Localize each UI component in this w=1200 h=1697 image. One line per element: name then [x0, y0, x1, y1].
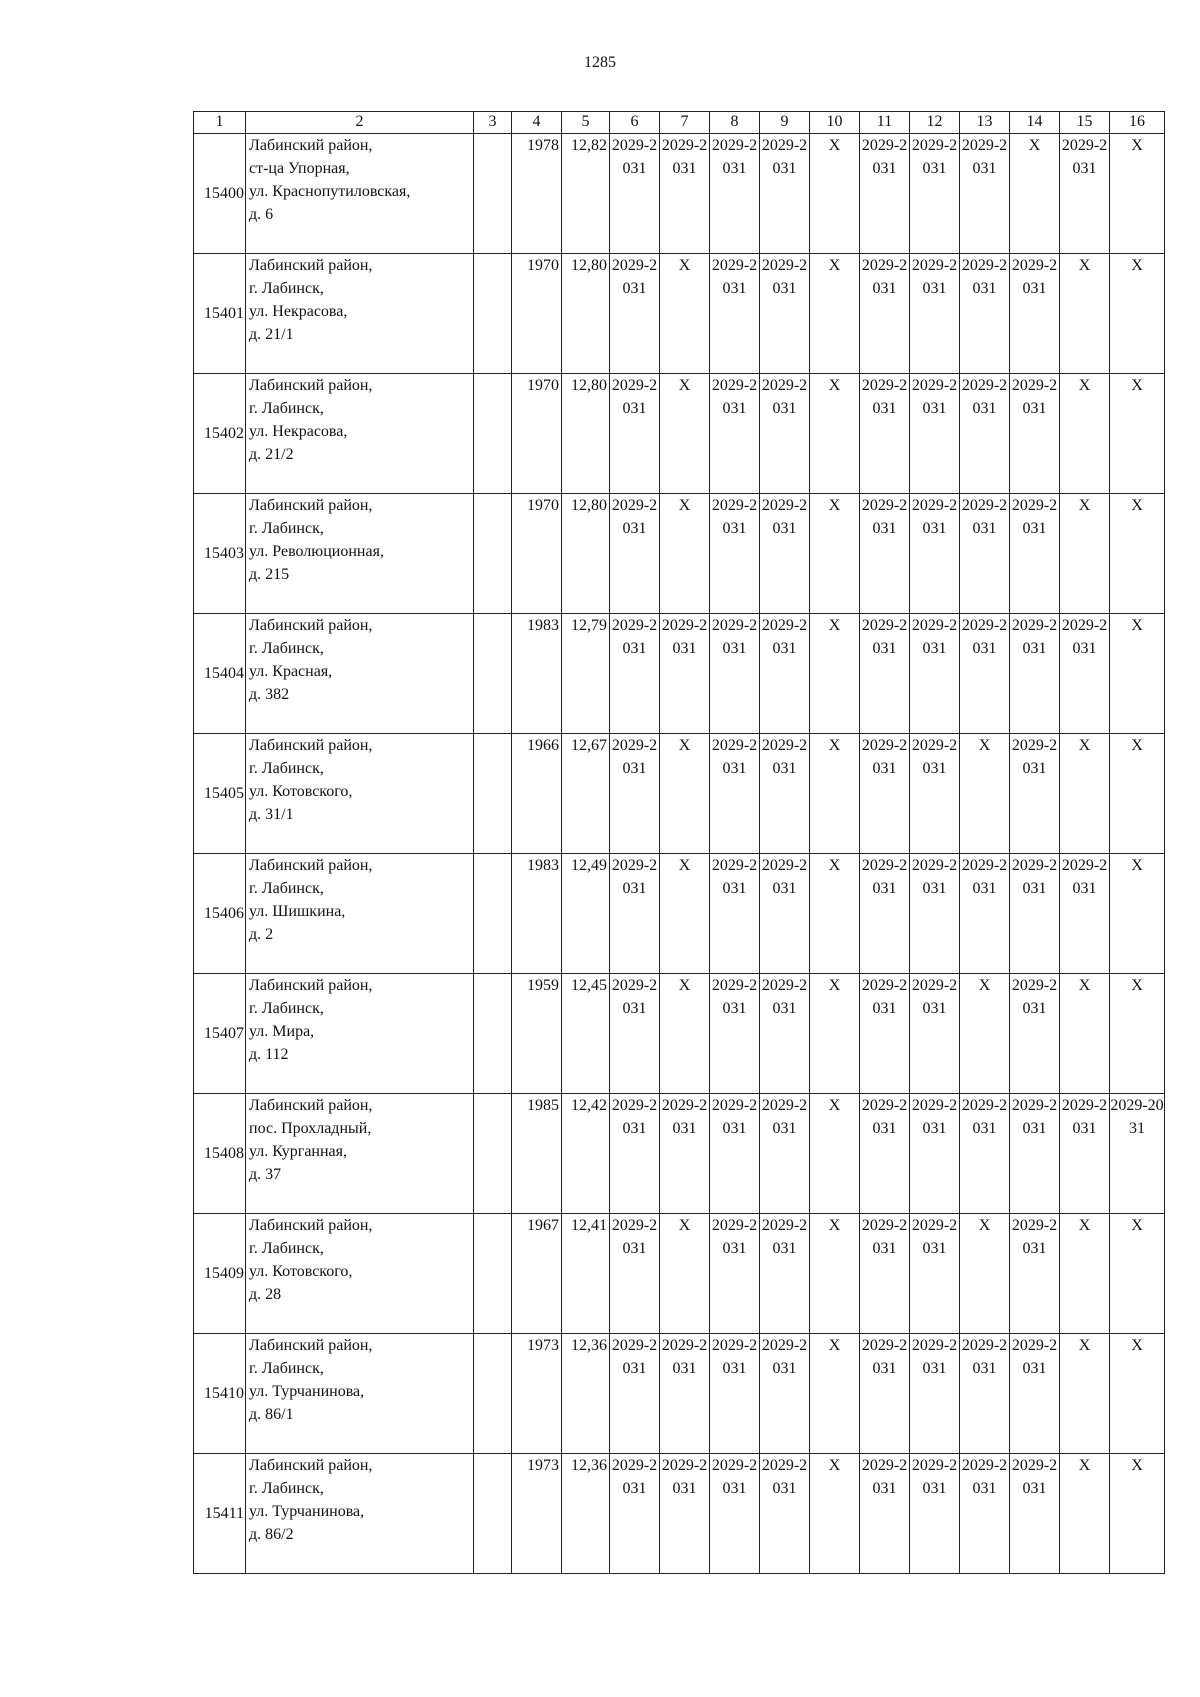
value-cell: 12,49 — [562, 854, 610, 974]
period-cell: 2029-2031 — [610, 1454, 660, 1574]
period-cell: 2029-2031 — [610, 134, 660, 254]
address-line: д. 21/2 — [249, 446, 294, 463]
year-cell: 1959 — [512, 974, 562, 1094]
period-cell: 2029-2031 — [860, 374, 910, 494]
year-cell: 1973 — [512, 1334, 562, 1454]
value-cell: 12,80 — [562, 254, 610, 374]
period-cell: 2029-2031 — [1060, 1094, 1110, 1214]
period-cell: 2029-2031 — [1010, 1334, 1060, 1454]
address-line: д. 28 — [249, 1286, 282, 1303]
header-row — [194, 112, 1165, 134]
column-header-16: 16 — [1110, 112, 1165, 134]
address-line: д. 21/1 — [249, 326, 294, 343]
period-cell: 2029-2031 — [860, 854, 910, 974]
table-row — [194, 614, 1165, 734]
period-cell: 2029-2031 — [710, 1214, 760, 1334]
value-cell: 12,80 — [562, 494, 610, 614]
address-line: д. 86/1 — [249, 1406, 294, 1423]
address-line: Лабинский район, — [249, 1337, 373, 1354]
address-line: г. Лабинск, — [249, 1240, 324, 1257]
table-row — [194, 134, 1165, 254]
period-cell: X — [1060, 1214, 1110, 1334]
period-cell: X — [810, 974, 860, 1094]
address-cell — [246, 254, 474, 374]
period-cell: X — [660, 254, 710, 374]
year-cell: 1966 — [512, 734, 562, 854]
period-cell: 2029-2031 — [760, 254, 810, 374]
period-cell: X — [1110, 974, 1165, 1094]
period-cell: X — [1110, 374, 1165, 494]
period-cell: 2029-2031 — [710, 854, 760, 974]
period-cell: 2029-2031 — [910, 374, 960, 494]
period-cell: 2029-2031 — [1010, 1094, 1060, 1214]
period-cell: 2029-2031 — [610, 1094, 660, 1214]
address-cell — [246, 1094, 474, 1214]
address-line: д. 86/2 — [249, 1526, 294, 1543]
period-cell: 2029-2031 — [960, 854, 1010, 974]
row-number-cell: 15404 — [194, 614, 246, 734]
period-cell: 2029-2031 — [660, 1454, 710, 1574]
period-cell: 2029-2031 — [660, 134, 710, 254]
year-cell: 1970 — [512, 494, 562, 614]
period-cell: 2029-2031 — [760, 1094, 810, 1214]
value-cell: 12,79 — [562, 614, 610, 734]
period-cell: 2029-2031 — [910, 1334, 960, 1454]
year-cell: 1978 — [512, 134, 562, 254]
value-cell: 12,67 — [562, 734, 610, 854]
column-header-7: 7 — [660, 112, 710, 134]
address-line: Лабинский район, — [249, 737, 373, 754]
year-cell: 1967 — [512, 1214, 562, 1334]
period-cell: 2029-2031 — [710, 134, 760, 254]
period-cell: 2029-2031 — [860, 254, 910, 374]
period-cell: X — [960, 734, 1010, 854]
period-cell: 2029-2031 — [1010, 1454, 1060, 1574]
period-cell: X — [1060, 374, 1110, 494]
period-cell: 2029-2031 — [1110, 1094, 1165, 1214]
period-cell: X — [960, 1214, 1010, 1334]
address-line: ул. Турчанинова, — [249, 1383, 365, 1400]
period-cell: 2029-2031 — [1010, 854, 1060, 974]
address-line: ул. Некрасова, — [249, 423, 348, 440]
address-line: д. 6 — [249, 206, 274, 223]
address-line: г. Лабинск, — [249, 1000, 324, 1017]
address-line: г. Лабинск, — [249, 520, 324, 537]
column-header-2: 2 — [246, 112, 474, 134]
column-3-cell — [474, 254, 512, 374]
period-cell: 2029-2031 — [860, 1094, 910, 1214]
address-line: Лабинский район, — [249, 257, 373, 274]
column-3-cell — [474, 1454, 512, 1574]
period-cell: 2029-2031 — [860, 734, 910, 854]
table-row — [194, 1214, 1165, 1334]
column-header-5: 5 — [562, 112, 610, 134]
table-row — [194, 1454, 1165, 1574]
period-cell: 2029-2031 — [610, 494, 660, 614]
period-cell: 2029-2031 — [910, 1214, 960, 1334]
period-cell: 2029-2031 — [1060, 854, 1110, 974]
column-header-13: 13 — [960, 112, 1010, 134]
address-line: Лабинский район, — [249, 1097, 373, 1114]
document-table — [193, 111, 1165, 1574]
period-cell: 2029-2031 — [910, 854, 960, 974]
period-cell: X — [1060, 1334, 1110, 1454]
period-cell: X — [1060, 254, 1110, 374]
address-line: Лабинский район, — [249, 857, 373, 874]
period-cell: 2029-2031 — [710, 374, 760, 494]
period-cell: 2029-2031 — [910, 1454, 960, 1574]
address-line: Лабинский район, — [249, 137, 373, 154]
address-line: г. Лабинск, — [249, 1480, 324, 1497]
address-line: ул. Котовского, — [249, 1263, 353, 1280]
period-cell: X — [1110, 494, 1165, 614]
period-cell: X — [1110, 254, 1165, 374]
period-cell: X — [1060, 974, 1110, 1094]
period-cell: 2029-2031 — [860, 1334, 910, 1454]
period-cell: 2029-2031 — [910, 254, 960, 374]
period-cell: 2029-2031 — [760, 1334, 810, 1454]
period-cell: X — [660, 374, 710, 494]
period-cell: X — [1060, 494, 1110, 614]
period-cell: 2029-2031 — [960, 374, 1010, 494]
row-number-cell: 15403 — [194, 494, 246, 614]
period-cell: 2029-2031 — [1060, 614, 1110, 734]
period-cell: 2029-2031 — [760, 974, 810, 1094]
column-3-cell — [474, 854, 512, 974]
value-cell: 12,36 — [562, 1334, 610, 1454]
period-cell: 2029-2031 — [610, 614, 660, 734]
period-cell: 2029-2031 — [960, 254, 1010, 374]
period-cell: X — [1010, 134, 1060, 254]
address-line: ул. Котовского, — [249, 783, 353, 800]
period-cell: 2029-2031 — [710, 734, 760, 854]
row-number-cell: 15407 — [194, 974, 246, 1094]
column-3-cell — [474, 494, 512, 614]
period-cell: 2029-2031 — [660, 1094, 710, 1214]
period-cell: 2029-2031 — [910, 134, 960, 254]
address-line: г. Лабинск, — [249, 760, 324, 777]
address-cell — [246, 854, 474, 974]
period-cell: 2029-2031 — [610, 1334, 660, 1454]
period-cell: X — [810, 1214, 860, 1334]
address-line: ул. Мира, — [249, 1023, 315, 1040]
address-line: г. Лабинск, — [249, 280, 324, 297]
column-header-4: 4 — [512, 112, 562, 134]
year-cell: 1983 — [512, 614, 562, 734]
address-line: ул. Шишкина, — [249, 903, 346, 920]
column-header-1: 1 — [194, 112, 246, 134]
period-cell: 2029-2031 — [1010, 254, 1060, 374]
period-cell: 2029-2031 — [910, 494, 960, 614]
period-cell: 2029-2031 — [610, 254, 660, 374]
table-row — [194, 1094, 1165, 1214]
period-cell: X — [810, 854, 860, 974]
period-cell: 2029-2031 — [1010, 494, 1060, 614]
period-cell: 2029-2031 — [710, 1094, 760, 1214]
period-cell: 2029-2031 — [610, 974, 660, 1094]
address-line: д. 382 — [249, 686, 290, 703]
address-line: г. Лабинск, — [249, 1360, 324, 1377]
period-cell: 2029-2031 — [860, 1214, 910, 1334]
period-cell: 2029-2031 — [610, 734, 660, 854]
period-cell: 2029-2031 — [660, 614, 710, 734]
period-cell: 2029-2031 — [760, 1214, 810, 1334]
period-cell: 2029-2031 — [1010, 614, 1060, 734]
address-line: Лабинский район, — [249, 377, 373, 394]
period-cell: 2029-2031 — [1010, 1214, 1060, 1334]
table-header — [194, 112, 1165, 134]
period-cell: 2029-2031 — [960, 1334, 1010, 1454]
address-cell — [246, 1214, 474, 1334]
period-cell: 2029-2031 — [660, 1334, 710, 1454]
address-line: д. 2 — [249, 926, 274, 943]
period-cell: 2029-2031 — [960, 494, 1010, 614]
column-3-cell — [474, 134, 512, 254]
period-cell: 2029-2031 — [1010, 734, 1060, 854]
address-cell — [246, 134, 474, 254]
period-cell: 2029-2031 — [760, 614, 810, 734]
period-cell: 2029-2031 — [860, 1454, 910, 1574]
address-line: д. 112 — [249, 1046, 289, 1063]
column-3-cell — [474, 1334, 512, 1454]
address-cell — [246, 974, 474, 1094]
period-cell: 2029-2031 — [910, 614, 960, 734]
period-cell: 2029-2031 — [760, 734, 810, 854]
period-cell: 2029-2031 — [710, 1334, 760, 1454]
period-cell: X — [660, 734, 710, 854]
column-header-8: 8 — [710, 112, 760, 134]
address-line: Лабинский район, — [249, 977, 373, 994]
address-line: ул. Турчанинова, — [249, 1503, 365, 1520]
column-header-11: 11 — [860, 112, 910, 134]
period-cell: 2029-2031 — [610, 1214, 660, 1334]
period-cell: X — [660, 1214, 710, 1334]
column-header-6: 6 — [610, 112, 660, 134]
address-line: ст-ца Упорная, — [249, 160, 350, 177]
period-cell: X — [1060, 734, 1110, 854]
row-number-cell: 15406 — [194, 854, 246, 974]
table-row — [194, 734, 1165, 854]
period-cell: 2029-2031 — [1010, 974, 1060, 1094]
row-number-cell: 15409 — [194, 1214, 246, 1334]
period-cell: 2029-2031 — [610, 374, 660, 494]
period-cell: 2029-2031 — [1010, 374, 1060, 494]
period-cell: X — [660, 854, 710, 974]
address-line: ул. Некрасова, — [249, 303, 348, 320]
column-3-cell — [474, 1214, 512, 1334]
period-cell: 2029-2031 — [1060, 134, 1110, 254]
row-number-cell: 15400 — [194, 134, 246, 254]
period-cell: 2029-2031 — [910, 1094, 960, 1214]
table-body — [194, 134, 1165, 1574]
period-cell: 2029-2031 — [910, 974, 960, 1094]
period-cell: 2029-2031 — [610, 854, 660, 974]
period-cell: 2029-2031 — [910, 734, 960, 854]
address-cell — [246, 1454, 474, 1574]
address-line: г. Лабинск, — [249, 400, 324, 417]
row-number-cell: 15402 — [194, 374, 246, 494]
period-cell: 2029-2031 — [760, 134, 810, 254]
table-row — [194, 374, 1165, 494]
period-cell: 2029-2031 — [760, 374, 810, 494]
value-cell: 12,41 — [562, 1214, 610, 1334]
value-cell: 12,80 — [562, 374, 610, 494]
row-number-cell: 15411 — [194, 1454, 246, 1574]
address-line: ул. Краснопутиловская, — [249, 183, 411, 200]
period-cell: 2029-2031 — [860, 494, 910, 614]
column-header-12: 12 — [910, 112, 960, 134]
address-line: г. Лабинск, — [249, 640, 324, 657]
address-line: ул. Революционная, — [249, 543, 384, 560]
period-cell: X — [810, 494, 860, 614]
period-cell: 2029-2031 — [760, 494, 810, 614]
period-cell: 2029-2031 — [710, 1454, 760, 1574]
period-cell: X — [810, 254, 860, 374]
column-header-3: 3 — [474, 112, 512, 134]
column-3-cell — [474, 614, 512, 734]
address-cell — [246, 734, 474, 854]
address-cell — [246, 494, 474, 614]
address-cell — [246, 374, 474, 494]
year-cell: 1970 — [512, 374, 562, 494]
column-header-15: 15 — [1060, 112, 1110, 134]
address-line: д. 31/1 — [249, 806, 294, 823]
period-cell: 2029-2031 — [760, 1454, 810, 1574]
period-cell: X — [810, 1094, 860, 1214]
table-row — [194, 1334, 1165, 1454]
address-line: ул. Курганная, — [249, 1143, 347, 1160]
year-cell: 1970 — [512, 254, 562, 374]
year-cell: 1983 — [512, 854, 562, 974]
period-cell: 2029-2031 — [710, 494, 760, 614]
column-3-cell — [474, 974, 512, 1094]
address-line: Лабинский район, — [249, 1457, 373, 1474]
period-cell: X — [810, 1454, 860, 1574]
period-cell: X — [810, 374, 860, 494]
period-cell: 2029-2031 — [860, 974, 910, 1094]
address-line: ул. Красная, — [249, 663, 333, 680]
period-cell: X — [1110, 1454, 1165, 1574]
period-cell: 2029-2031 — [960, 1454, 1010, 1574]
period-cell: X — [660, 974, 710, 1094]
period-cell: X — [660, 494, 710, 614]
period-cell: 2029-2031 — [710, 614, 760, 734]
table-row — [194, 974, 1165, 1094]
column-3-cell — [474, 1094, 512, 1214]
period-cell: X — [810, 734, 860, 854]
period-cell: 2029-2031 — [710, 254, 760, 374]
period-cell: 2029-2031 — [860, 614, 910, 734]
value-cell: 12,82 — [562, 134, 610, 254]
period-cell: 2029-2031 — [960, 614, 1010, 734]
page-number: 1285 — [584, 54, 616, 71]
period-cell: 2029-2031 — [860, 134, 910, 254]
address-cell — [246, 1334, 474, 1454]
address-line: д. 37 — [249, 1166, 282, 1183]
period-cell: X — [810, 1334, 860, 1454]
period-cell: X — [1110, 734, 1165, 854]
period-cell: X — [1110, 1214, 1165, 1334]
period-cell: X — [1110, 614, 1165, 734]
table-row — [194, 854, 1165, 974]
period-cell: 2029-2031 — [710, 974, 760, 1094]
period-cell: 2029-2031 — [960, 1094, 1010, 1214]
year-cell: 1985 — [512, 1094, 562, 1214]
year-cell: 1973 — [512, 1454, 562, 1574]
value-cell: 12,45 — [562, 974, 610, 1094]
value-cell: 12,36 — [562, 1454, 610, 1574]
period-cell: X — [1110, 134, 1165, 254]
row-number-cell: 15410 — [194, 1334, 246, 1454]
period-cell: X — [1060, 1454, 1110, 1574]
address-line: Лабинский район, — [249, 1217, 373, 1234]
column-3-cell — [474, 734, 512, 854]
address-line: д. 215 — [249, 566, 290, 583]
row-number-cell: 15405 — [194, 734, 246, 854]
period-cell: X — [1110, 854, 1165, 974]
table-row — [194, 254, 1165, 374]
row-number-cell: 15401 — [194, 254, 246, 374]
address-cell — [246, 614, 474, 734]
period-cell: 2029-2031 — [760, 854, 810, 974]
period-cell: 2029-2031 — [960, 134, 1010, 254]
column-header-14: 14 — [1010, 112, 1060, 134]
value-cell: 12,42 — [562, 1094, 610, 1214]
table-row — [194, 494, 1165, 614]
period-cell: X — [1110, 1334, 1165, 1454]
period-cell: X — [960, 974, 1010, 1094]
address-line: Лабинский район, — [249, 617, 373, 634]
column-3-cell — [474, 374, 512, 494]
period-cell: X — [810, 134, 860, 254]
address-line: пос. Прохладный, — [249, 1120, 372, 1137]
column-header-9: 9 — [760, 112, 810, 134]
row-number-cell: 15408 — [194, 1094, 246, 1214]
column-header-10: 10 — [810, 112, 860, 134]
address-line: Лабинский район, — [249, 497, 373, 514]
period-cell: X — [810, 614, 860, 734]
address-line: г. Лабинск, — [249, 880, 324, 897]
